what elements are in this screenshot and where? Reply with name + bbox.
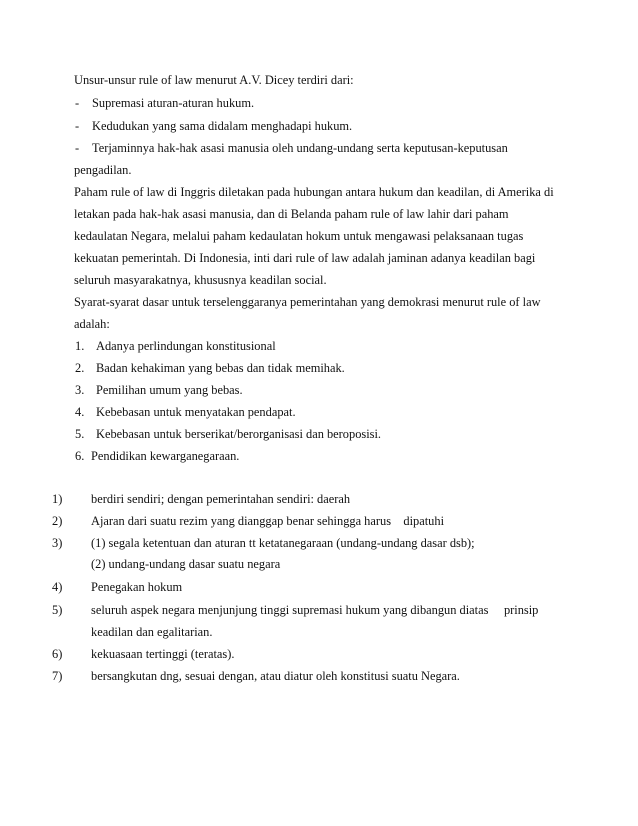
paragraph-line: seluruh masyarakatnya, khususnya keadilan social. [74, 273, 327, 287]
list-number: 4. [75, 405, 85, 419]
syarat-heading: adalah: [74, 317, 110, 331]
paragraph-line: kedaulatan Negara, melalui paham kedaulatan hokum untuk mengawasi pelaksanaan tugas [74, 229, 524, 243]
intro-heading: Unsur-unsur rule of law menurut A.V. Dicey terdiri dari: [74, 73, 354, 87]
list-number: 5. [75, 427, 85, 441]
list-item: Pendidikan kewarganegaraan. [91, 449, 240, 463]
answer-text: keadilan dan egalitarian. [91, 625, 213, 639]
answer-text: (2) undang-undang dasar suatu negara [91, 557, 281, 571]
dash-marker: - [75, 119, 80, 133]
answer-text: bersangkutan dng, sesuai dengan, atau diatur oleh konstitusi suatu Negara. [91, 669, 460, 683]
list-item: Adanya perlindungan konstitusional [96, 339, 276, 353]
answer-number: 2) [52, 514, 63, 528]
answer-text: Penegakan hokum [91, 580, 183, 594]
dash-marker: - [75, 96, 80, 110]
answer-number: 6) [52, 647, 63, 661]
dash-item: Terjaminnya hak-hak asasi manusia oleh undang-undang serta keputusan-keputusan [92, 141, 508, 155]
dash-item: Kedudukan yang sama didalam menghadapi hukum. [92, 119, 353, 133]
list-item: Kebebasan untuk menyatakan pendapat. [96, 405, 296, 419]
paragraph-line: kekuatan pemerintah. Di Indonesia, inti dari rule of law adalah jaminan adanya keadilan bagi [74, 251, 536, 265]
answer-text: Ajaran dari suatu rezim yang dianggap benar sehingga harus dipatuhi [91, 514, 445, 528]
answer-number: 3) [52, 536, 63, 550]
list-number: 1. [75, 339, 85, 353]
dash-marker: - [75, 141, 80, 155]
answer-text: berdiri sendiri; dengan pemerintahan sendiri: daerah [91, 492, 351, 506]
list-number: 2. [75, 361, 85, 375]
list-item: Pemilihan umum yang bebas. [96, 383, 243, 397]
list-number: 6. [75, 449, 85, 463]
syarat-heading: Syarat-syarat dasar untuk terselenggaranya pemerintahan yang demokrasi menurut rule of law [74, 295, 541, 309]
answer-text: seluruh aspek negara menjunjung tinggi supremasi hukum yang dibangun diatas prinsip [91, 603, 539, 617]
list-item: Kebebasan untuk berserikat/berorganisasi dan beroposisi. [96, 427, 382, 441]
paragraph-line: Paham rule of law di Inggris diletakan pada hubungan antara hukum dan keadilan, di Amerika di [74, 185, 554, 199]
dash-item: Supremasi aturan-aturan hukum. [92, 96, 255, 110]
answer-number: 4) [52, 580, 63, 594]
answer-text: (1) segala ketentuan dan aturan tt ketatanegaraan (undang-undang dasar dsb); [91, 536, 475, 550]
answer-text: kekuasaan tertinggi (teratas). [91, 647, 235, 661]
answer-number: 7) [52, 669, 63, 683]
list-item: Badan kehakiman yang bebas dan tidak memihak. [96, 361, 345, 375]
answer-number: 5) [52, 603, 63, 617]
list-number: 3. [75, 383, 85, 397]
dash-item-continuation: pengadilan. [74, 163, 132, 177]
answer-number: 1) [52, 492, 63, 506]
paragraph-line: letakan pada hak-hak asasi manusia, dan di Belanda paham rule of law lahir dari paham [74, 207, 509, 221]
